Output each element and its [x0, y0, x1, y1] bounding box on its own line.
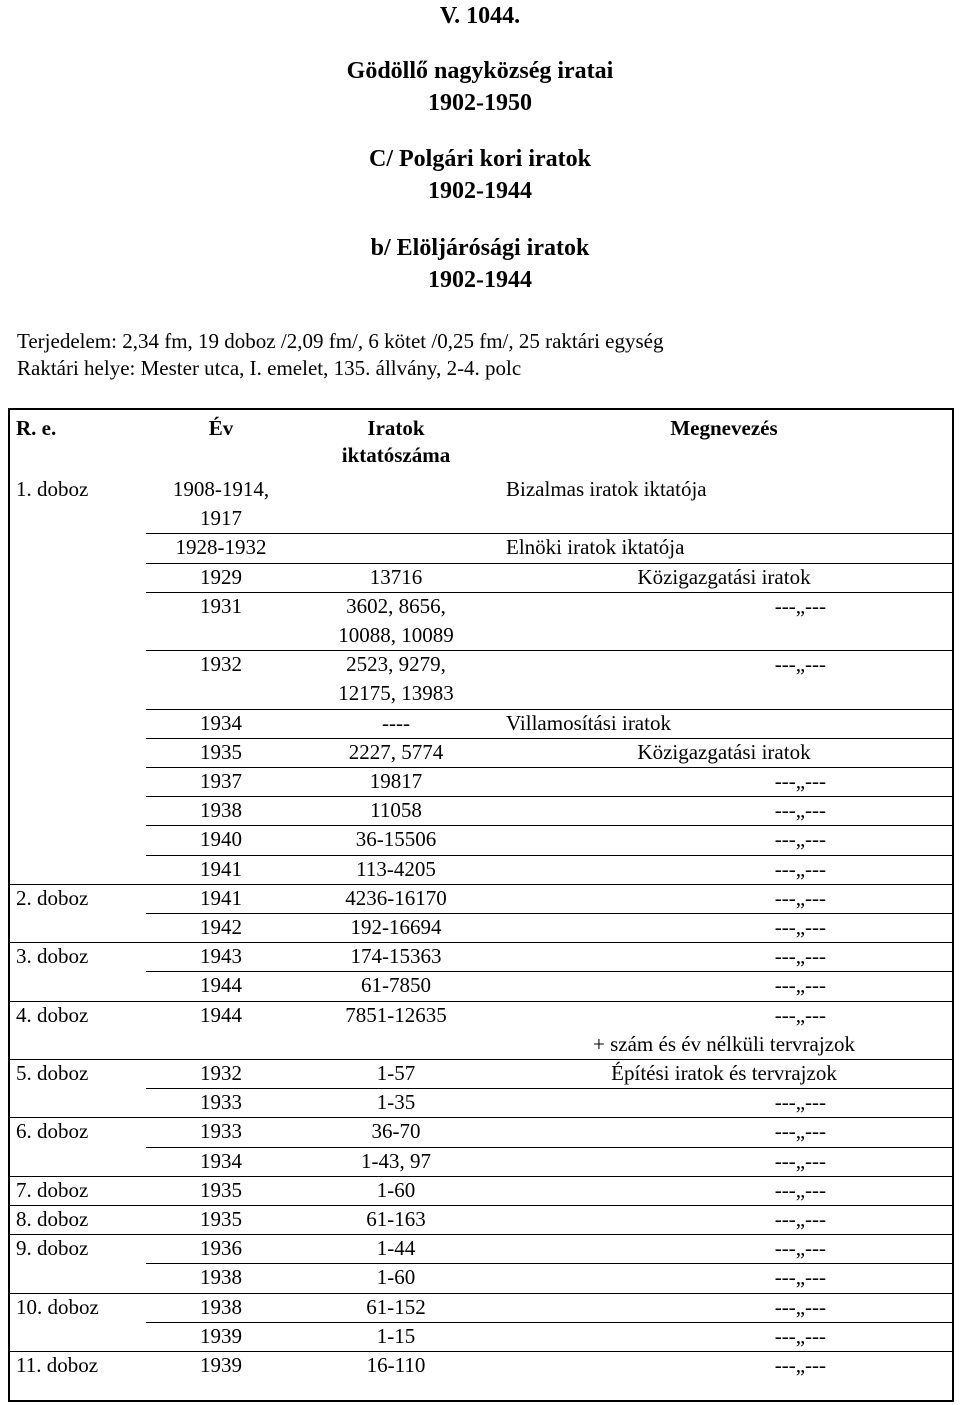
registry-number-cell: 61-163 — [366, 1207, 426, 1231]
table-row — [8, 592, 954, 650]
description-cell: ---„--- — [774, 856, 826, 881]
table-row — [8, 884, 954, 913]
fond-reference: V. 1044. — [439, 3, 521, 29]
table-row — [8, 1234, 954, 1263]
description-cell: ---„--- — [774, 593, 826, 618]
column-header-iktatoszam-1: Iratok — [367, 416, 425, 440]
column-header-re: R. e. — [16, 416, 57, 440]
fond-title: Gödöllő nagyközség iratai — [346, 58, 614, 84]
registry-number-cell: 1-60 — [376, 1265, 416, 1290]
table-row — [8, 1351, 954, 1380]
registry-number-cell: 19817 — [369, 769, 423, 793]
year-cell: 1942 — [200, 915, 242, 939]
extent-line: Terjedelem: 2,34 fm, 19 doboz /2,09 fm/, 6 kötet /0,25 fm/, 25 raktári egység — [17, 329, 664, 353]
description-cell: ---„--- — [774, 1207, 826, 1231]
description-cell: ---„--- — [774, 798, 826, 823]
section-title: C/ Polgári kori iratok — [369, 146, 591, 172]
description-cell: ---„--- — [774, 1148, 826, 1173]
year-cell: 1943 — [200, 944, 242, 969]
table-row — [8, 1001, 954, 1059]
year-cell: 1938 — [200, 798, 242, 823]
registry-number-cell: 174-15363 — [350, 944, 442, 969]
box-label: 8. doboz — [16, 1207, 89, 1231]
table-border-bottom — [8, 1400, 954, 1402]
description-cell: Villamosítási iratok — [506, 710, 671, 735]
table-row — [8, 1322, 954, 1351]
table-row — [8, 1293, 954, 1322]
table-row — [8, 913, 954, 942]
year-cell: 1941 — [200, 885, 242, 910]
year-cell: 1944 — [200, 973, 242, 998]
year-cell: 1932 — [200, 652, 242, 677]
registry-number-cell: 4236-16170 — [345, 885, 447, 910]
table-row — [8, 1176, 954, 1205]
year-cell: 1941 — [200, 856, 242, 881]
table-row — [8, 825, 954, 854]
registry-number-cell: 113-4205 — [356, 856, 436, 881]
registry-number-cell-cont: 10088, 10089 — [338, 622, 454, 647]
year-cell: 1934 — [200, 1148, 242, 1173]
table-row — [8, 475, 954, 533]
registry-number-cell: 13716 — [369, 564, 423, 589]
description-cell: ---„--- — [774, 652, 826, 677]
year-cell: 1933 — [200, 1119, 242, 1144]
registry-number-cell: 1-15 — [376, 1323, 416, 1348]
registry-number-cell: 192-16694 — [350, 915, 442, 939]
table-row — [8, 796, 954, 825]
description-cell: ---„--- — [774, 1119, 826, 1144]
description-cell: ---„--- — [774, 1265, 826, 1290]
box-label: 1. doboz — [16, 477, 89, 501]
table-row — [8, 709, 954, 738]
year-cell: 1937 — [200, 769, 242, 793]
year-cell: 1938 — [200, 1265, 242, 1290]
box-label: 5. doboz — [16, 1061, 89, 1085]
description-cell: ---„--- — [774, 769, 826, 793]
description-cell: ---„--- — [774, 915, 826, 939]
table-row — [8, 1205, 954, 1234]
table-row — [8, 767, 954, 796]
box-label: 10. doboz — [16, 1294, 99, 1319]
table-row — [8, 1117, 954, 1146]
year-cell: 1935 — [200, 739, 242, 764]
year-cell: 1940 — [200, 827, 242, 852]
registry-number-cell: 16-110 — [366, 1353, 426, 1377]
year-cell: 1931 — [200, 593, 242, 618]
table-row — [8, 942, 954, 971]
table-row — [8, 533, 954, 562]
registry-number-cell: 11058 — [370, 798, 422, 823]
box-label: 11. doboz — [16, 1353, 99, 1377]
table-row — [8, 1147, 954, 1176]
table-row — [8, 563, 954, 592]
registry-number-cell: ---- — [382, 710, 410, 735]
year-cell: 1938 — [200, 1294, 242, 1319]
description-cell: Közigazgatási iratok — [637, 739, 811, 764]
table-row — [8, 738, 954, 767]
registry-number-cell: 61-152 — [366, 1294, 426, 1319]
year-cell: 1939 — [200, 1323, 242, 1348]
description-cell: ---„--- — [774, 1294, 826, 1319]
registry-number-cell: 1-57 — [376, 1061, 416, 1085]
box-label: 7. doboz — [16, 1177, 89, 1202]
registry-number-cell-cont: 12175, 13983 — [338, 681, 454, 706]
registry-number-cell: 1-43, 97 — [361, 1148, 431, 1173]
registry-number-cell: 36-15506 — [355, 827, 437, 852]
registry-number-cell: 2227, 5774 — [348, 739, 444, 764]
year-cell: 1933 — [200, 1090, 242, 1115]
column-header-ev: Év — [208, 416, 234, 440]
registry-number-cell: 1-44 — [376, 1236, 416, 1261]
box-label: 3. doboz — [16, 944, 89, 969]
column-header-iktatoszam-2: iktatószáma — [341, 443, 451, 467]
table-row — [8, 1059, 954, 1088]
description-cell: ---„--- — [774, 885, 826, 910]
registry-number-cell: 1-60 — [376, 1177, 416, 1202]
description-cell: ---„--- — [774, 1353, 826, 1377]
description-cell: Közigazgatási iratok — [637, 564, 811, 589]
table-border-top — [8, 408, 954, 410]
registry-number-cell: 36-70 — [371, 1119, 421, 1144]
year-cell: 1944 — [200, 1002, 242, 1027]
description-cell: Bizalmas iratok iktatója — [506, 477, 707, 501]
table-row — [8, 1088, 954, 1117]
year-cell: 1939 — [200, 1353, 242, 1377]
fond-years: 1902-1950 — [428, 90, 532, 116]
table-row — [8, 855, 954, 884]
column-header-megnevezes: Megnevezés — [670, 416, 778, 440]
location-line: Raktári helye: Mester utca, I. emelet, 135. állvány, 2-4. polc — [17, 356, 522, 380]
year-cell: 1935 — [200, 1177, 242, 1202]
year-cell: 1936 — [200, 1236, 242, 1261]
description-cell: ---„--- — [774, 1002, 826, 1027]
registry-number-cell: 1-35 — [376, 1090, 416, 1115]
box-label: 6. doboz — [16, 1119, 89, 1144]
description-cell-cont: + szám és év nélküli tervrajzok — [593, 1031, 855, 1056]
year-cell-cont: 1917 — [200, 506, 242, 531]
registry-number-cell: 3602, 8656, — [346, 593, 446, 618]
description-cell: ---„--- — [774, 1090, 826, 1115]
description-cell: ---„--- — [774, 1323, 826, 1348]
box-label: 4. doboz — [16, 1002, 89, 1027]
description-cell: ---„--- — [774, 1177, 826, 1202]
year-cell: 1932 — [200, 1061, 242, 1085]
subsection-title: b/ Elöljárósági iratok — [370, 235, 590, 261]
year-cell: 1908-1914, — [172, 477, 270, 501]
table-row — [8, 650, 954, 708]
table-row — [8, 971, 954, 1000]
description-cell: ---„--- — [774, 827, 826, 852]
registry-number-cell: 61-7850 — [361, 973, 431, 998]
section-years: 1902-1944 — [428, 178, 532, 204]
year-cell: 1928-1932 — [175, 535, 267, 560]
description-cell: ---„--- — [774, 944, 826, 969]
subsection-years: 1902-1944 — [428, 267, 532, 293]
registry-number-cell: 7851-12635 — [345, 1002, 447, 1027]
registry-number-cell: 2523, 9279, — [346, 652, 446, 677]
description-cell: ---„--- — [774, 973, 826, 998]
year-cell: 1929 — [200, 564, 242, 589]
year-cell: 1934 — [200, 710, 242, 735]
table-row — [8, 1263, 954, 1292]
box-label: 9. doboz — [16, 1236, 89, 1261]
description-cell: Építési iratok és tervrajzok — [611, 1061, 837, 1085]
year-cell: 1935 — [200, 1207, 242, 1231]
box-label: 2. doboz — [16, 885, 89, 910]
inventory-table — [8, 408, 954, 1402]
description-cell: Elnöki iratok iktatója — [506, 535, 685, 560]
description-cell: ---„--- — [774, 1236, 826, 1261]
